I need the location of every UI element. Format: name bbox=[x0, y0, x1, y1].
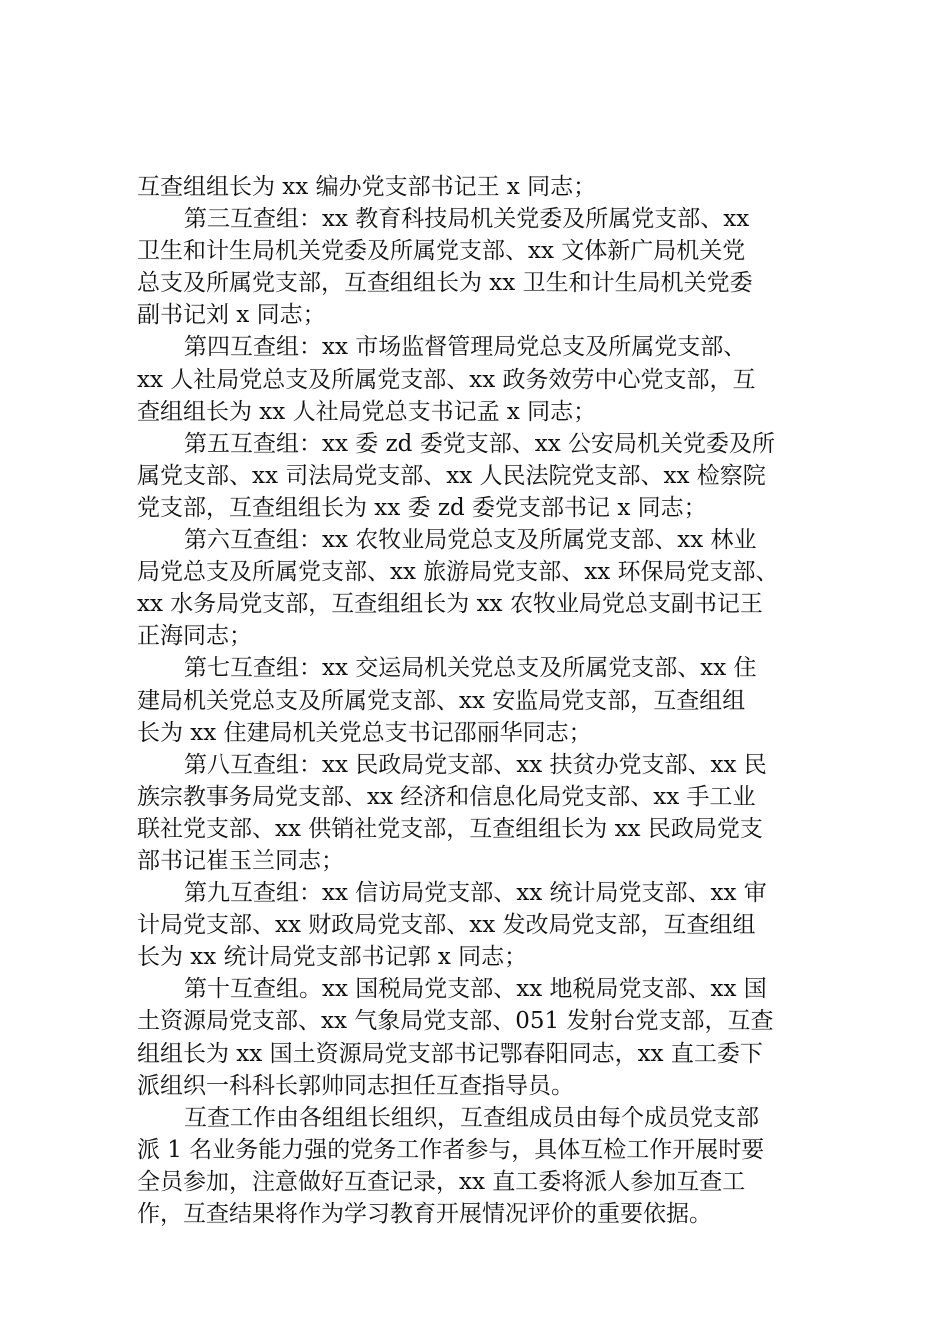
text-line: 部书记崔玉兰同志； bbox=[137, 847, 344, 874]
text-line: 长为 xx 住建局机关党总支书记邵丽华同志； bbox=[137, 719, 592, 746]
text-line: 查组组长为 xx 人社局党总支书记孟 x 同志； bbox=[137, 398, 597, 425]
text-line: 土资源局党支部、xx 气象局党支部、051 发射台党支部，互查 bbox=[137, 1008, 774, 1035]
text-line: 组组长为 xx 国土资源局党支部书记鄂春阳同志，xx 直工委下 bbox=[137, 1040, 763, 1067]
paragraph-start-line: 第九互查组：xx 信访局党支部、xx 统计局党支部、xx 审 bbox=[184, 880, 767, 907]
paragraph-start-line: 第四互查组：xx 市场监督管理局党总支及所属党支部、 bbox=[184, 334, 747, 361]
text-line: 派 1 名业务能力强的党务工作者参与，具体互检工作开展时要 bbox=[137, 1136, 765, 1163]
text-line: 党支部，互查组组长为 xx 委 zd 委党支部书记 x 同志； bbox=[137, 494, 707, 521]
paragraph-start-line: 互查工作由各组组长组织，互查组成员由每个成员党支部 bbox=[184, 1104, 759, 1131]
text-line: 计局党支部、xx 财政局党支部、xx 发改局党支部，互查组组 bbox=[137, 912, 756, 939]
text-line: 卫生和计生局机关党委及所属党支部、xx 文体新广局机关党 bbox=[137, 238, 746, 265]
paragraph-start-line: 第七互查组：xx 交运局机关党总支及所属党支部、xx 住 bbox=[184, 655, 757, 682]
text-line: 派组织一科科长郭帅同志担任互查指导员。 bbox=[137, 1072, 574, 1099]
text-line: xx 人社局党总支及所属党支部、xx 政务效劳中心党支部，互 bbox=[137, 366, 756, 393]
document-body bbox=[137, 171, 827, 1230]
text-line: 长为 xx 统计局党支部书记郭 x 同志； bbox=[137, 944, 528, 971]
text-line: 局党总支及所属党支部、xx 旅游局党支部、xx 环保局党支部、 bbox=[137, 559, 779, 586]
paragraph-start-line: 第八互查组：xx 民政局党支部、xx 扶贫办党支部、xx 民 bbox=[184, 751, 767, 778]
text-line: 联社党支部、xx 供销社党支部，互查组组长为 xx 民政局党支 bbox=[137, 815, 763, 842]
text-line: 属党支部、xx 司法局党支部、xx 人民法院党支部、xx 检察院 bbox=[137, 462, 766, 489]
text-line: 副书记刘 x 同志； bbox=[137, 302, 326, 329]
text-line: 全员参加，注意做好互查记录，xx 直工委将派人参加互查工 bbox=[137, 1168, 746, 1195]
text-line: 互查组组长为 xx 编办党支部书记王 x 同志； bbox=[137, 174, 597, 200]
paragraph-start-line: 第五互查组：xx 委 zd 委党支部、xx 公安局机关党委及所 bbox=[184, 430, 775, 457]
text-line: 建局机关党总支及所属党支部、xx 安监局党支部，互查组组 bbox=[137, 687, 746, 714]
paragraph-start-line: 第十互查组。xx 国税局党支部、xx 地税局党支部、xx 国 bbox=[184, 976, 767, 1003]
text-line: 正海同志； bbox=[137, 623, 252, 650]
paragraph-start-line: 第三互查组：xx 教育科技局机关党委及所属党支部、xx bbox=[184, 206, 750, 233]
text-line: 族宗教事务局党支部、xx 经济和信息化局党支部、xx 手工业 bbox=[137, 783, 756, 810]
text-line: 作，互查结果将作为学习教育开展情况评价的重要依据。 bbox=[137, 1201, 712, 1227]
paragraph-start-line: 第六互查组：xx 农牧业局党总支及所属党支部、xx 林业 bbox=[184, 527, 757, 554]
text-line: xx 水务局党支部，互查组组长为 xx 农牧业局党总支副书记王 bbox=[137, 591, 763, 618]
text-line: 总支及所属党支部，互查组组长为 xx 卫生和计生局机关党委 bbox=[137, 270, 753, 297]
